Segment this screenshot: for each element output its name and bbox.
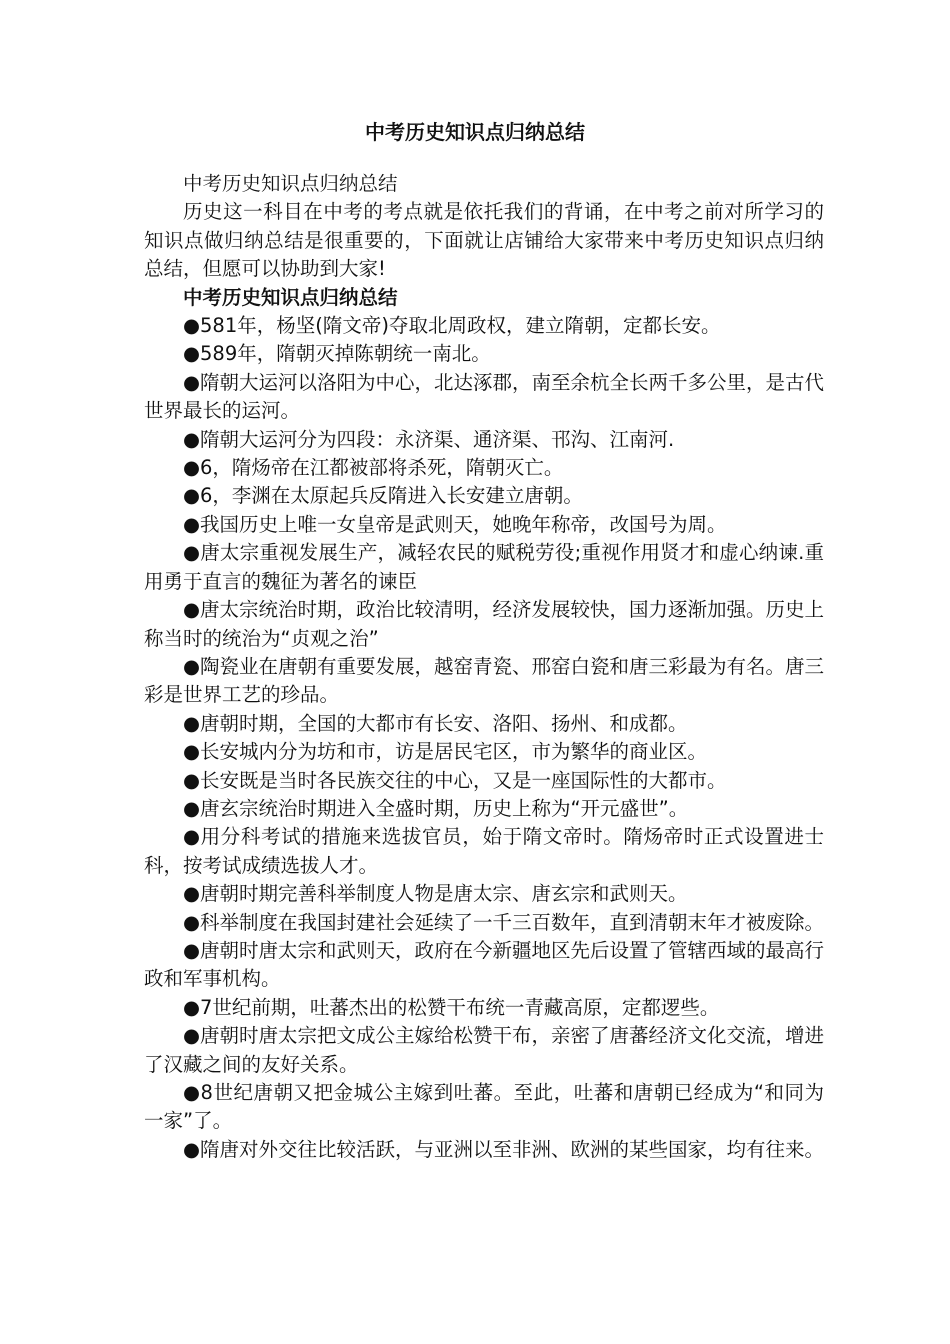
paragraph: ●7世纪前期，吐蕃杰出的松赞干布统一青藏高原，定都逻些。 xyxy=(183,995,720,1019)
paragraph: 历史这一科目在中考的考点就是依托我们的背诵，在中考之前对所学习的知识点做归纳总结是很重要的，下面就让店铺给大家带来中考历史知识点归纳总结，但愿可以协助到大家! xyxy=(144,200,824,281)
paragraph: ●589年，隋朝灭掉陈朝统一南北。 xyxy=(183,342,491,366)
paragraph: ●隋朝大运河分为四段：永济渠、通济渠、邗沟、江南河. xyxy=(183,427,675,451)
section-heading: 中考历史知识点归纳总结 xyxy=(183,285,398,309)
paragraph: ●长安既是当时各民族交往的中心，又是一座国际性的大都市。 xyxy=(183,768,727,792)
paragraph: ●唐朝时期，全国的大都市有长安、洛阳、扬州、和成都。 xyxy=(183,711,688,735)
paragraph: ●唐朝时期完善科举制度人物是唐太宗、唐玄宗和武则天。 xyxy=(183,882,688,906)
paragraph: ●唐朝时唐太宗把文成公主嫁给松赞干布，亲密了唐蕃经济文化交流，增进了汉藏之间的友好关系。 xyxy=(144,1024,825,1076)
paragraph: ●6，隋炀帝在江都被部将杀死，隋朝灭亡。 xyxy=(183,456,564,480)
paragraph: ●用分科考试的措施来选拔官员，始于隋文帝时。隋炀帝时正式设置进士科，按考试成绩选拔人才。 xyxy=(144,825,824,877)
paragraph: ●隋朝大运河以洛阳为中心，北达涿郡，南至余杭全长两千多公里，是古代世界最长的运河。 xyxy=(144,370,825,423)
paragraph: ●唐朝时唐太宗和武则天，政府在今新疆地区先后设置了管辖西域的最高行政和军事机构。 xyxy=(144,938,825,991)
document-title: 中考历史知识点归纳总结 xyxy=(365,120,585,144)
document-body xyxy=(144,170,824,1164)
paragraph: ●唐太宗重视发展生产，减轻农民的赋税劳役;重视作用贤才和虚心纳谏.重用勇于直言的魏征为著名的谏臣 xyxy=(144,541,824,593)
paragraph: ●581年，杨坚(隋文帝)夺取北周政权，建立隋朝，定都长安。 xyxy=(183,314,721,338)
paragraph: 中考历史知识点归纳总结 xyxy=(183,172,398,195)
paragraph: ●隋唐对外交往比较活跃，与亚洲以至非洲、欧洲的某些国家，均有往来。 xyxy=(183,1137,825,1161)
paragraph: ●我国历史上唯一女皇帝是武则天，她晚年称帝，改国号为周。 xyxy=(183,512,727,536)
paragraph: ●8世纪唐朝又把金城公主嫁到吐蕃。至此，吐蕃和唐朝已经成为“和同为一家”了。 xyxy=(144,1081,824,1133)
paragraph: ●唐太宗统治时期，政治比较清明，经济发展较快，国力逐渐加强。历史上称当时的统治为“贞观之治” xyxy=(144,598,825,650)
paragraph: ●陶瓷业在唐朝有重要发展，越窑青瓷、邢窑白瓷和唐三彩最为有名。唐三彩是世界工艺的珍品。 xyxy=(144,654,825,707)
paragraph: ●长安城内分为坊和市，访是居民宅区，市为繁华的商业区。 xyxy=(183,740,708,764)
paragraph: ●6，李渊在太原起兵反隋进入长安建立唐朝。 xyxy=(183,484,583,508)
paragraph: ●科举制度在我国封建社会延续了一千三百数年，直到清朝末年才被废除。 xyxy=(183,910,825,934)
paragraph: ●唐玄宗统治时期进入全盛时期，历史上称为“开元盛世”。 xyxy=(183,796,689,820)
